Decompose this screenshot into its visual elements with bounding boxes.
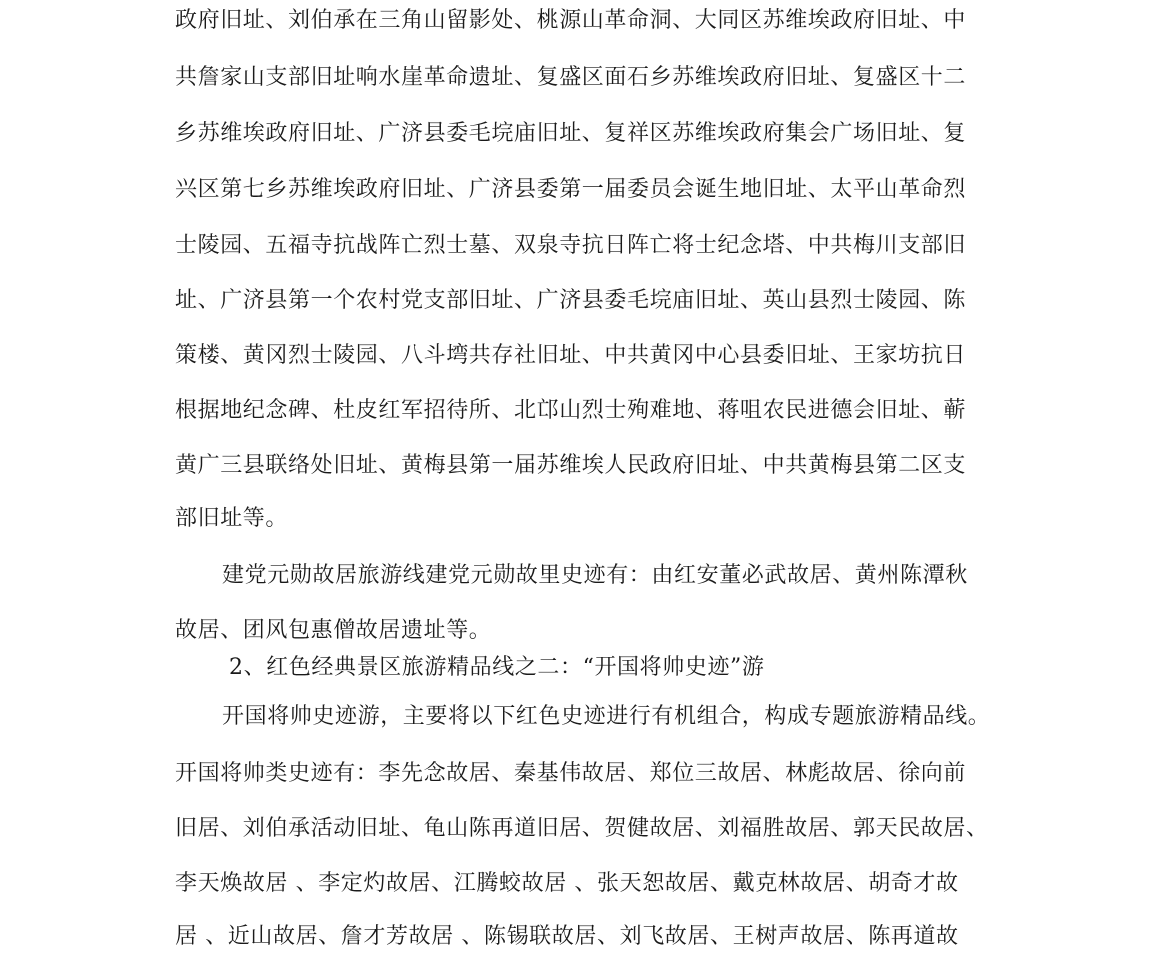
paragraph-b-line-1: 建党元勋故居旅游线建党元勋故里史迹有：由红安董必武故居、黄州陈潭秋 [222, 563, 968, 588]
paragraph-a-line-3: 乡苏维埃政府旧址、广济县委毛垸庙旧址、复祥区苏维埃政府集会广场旧址、复 [175, 121, 967, 146]
paragraph-a-line-10: 部旧址等。 [175, 506, 289, 531]
paragraph-c-line-2: 开国将帅类史迹有：李先念故居、秦基伟故居、郑位三故居、林彪故居、徐向前 [175, 761, 967, 786]
paragraph-a-line-7: 策楼、黄冈烈士陵园、八斗塆共存社旧址、中共黄冈中心县委旧址、王家坊抗日 [175, 343, 967, 368]
section-heading: 2、红色经典景区旅游精品线之二：“开国将帅史迹”游 [229, 655, 765, 680]
paragraph-a-line-8: 根据地纪念碑、杜皮红军招待所、北邙山烈士殉难地、蒋咀农民进德会旧址、蕲 [175, 398, 967, 423]
paragraph-a-line-5: 士陵园、五福寺抗战阵亡烈士墓、双泉寺抗日阵亡将士纪念塔、中共梅川支部旧 [175, 233, 967, 258]
paragraph-a-line-1: 政府旧址、刘伯承在三角山留影处、桃源山革命洞、大同区苏维埃政府旧址、中 [175, 8, 967, 33]
paragraph-c-line-1: 开国将帅史迹游，主要将以下红色史迹进行有机组合，构成专题旅游精品线。 [222, 704, 991, 729]
paragraph-a-line-2: 共詹家山支部旧址响水崖革命遗址、复盛区面石乡苏维埃政府旧址、复盛区十二 [175, 65, 967, 90]
paragraph-a-line-9: 黄广三县联络处旧址、黄梅县第一届苏维埃人民政府旧址、中共黄梅县第二区支 [175, 453, 967, 478]
paragraph-c-line-4: 李天焕故居 、李定灼故居、江腾蛟故居 、张天恕故居、戴克林故居、胡奇才故 [175, 871, 959, 896]
paragraph-b-line-2: 故居、团风包惠僧故居遗址等。 [175, 618, 492, 643]
paragraph-c-line-3: 旧居、刘伯承活动旧址、龟山陈再道旧居、贺健故居、刘福胜故居、郭天民故居、 [175, 816, 989, 841]
paragraph-c-line-5: 居 、近山故居、詹才芳故居 、陈锡联故居、刘飞故居、王树声故居、陈再道故 [175, 924, 959, 949]
paragraph-a-line-6: 址、广济县第一个农村党支部旧址、广济县委毛垸庙旧址、英山县烈士陵园、陈 [175, 288, 967, 313]
paragraph-a-line-4: 兴区第七乡苏维埃政府旧址、广济县委第一届委员会诞生地旧址、太平山革命烈 [175, 177, 967, 202]
